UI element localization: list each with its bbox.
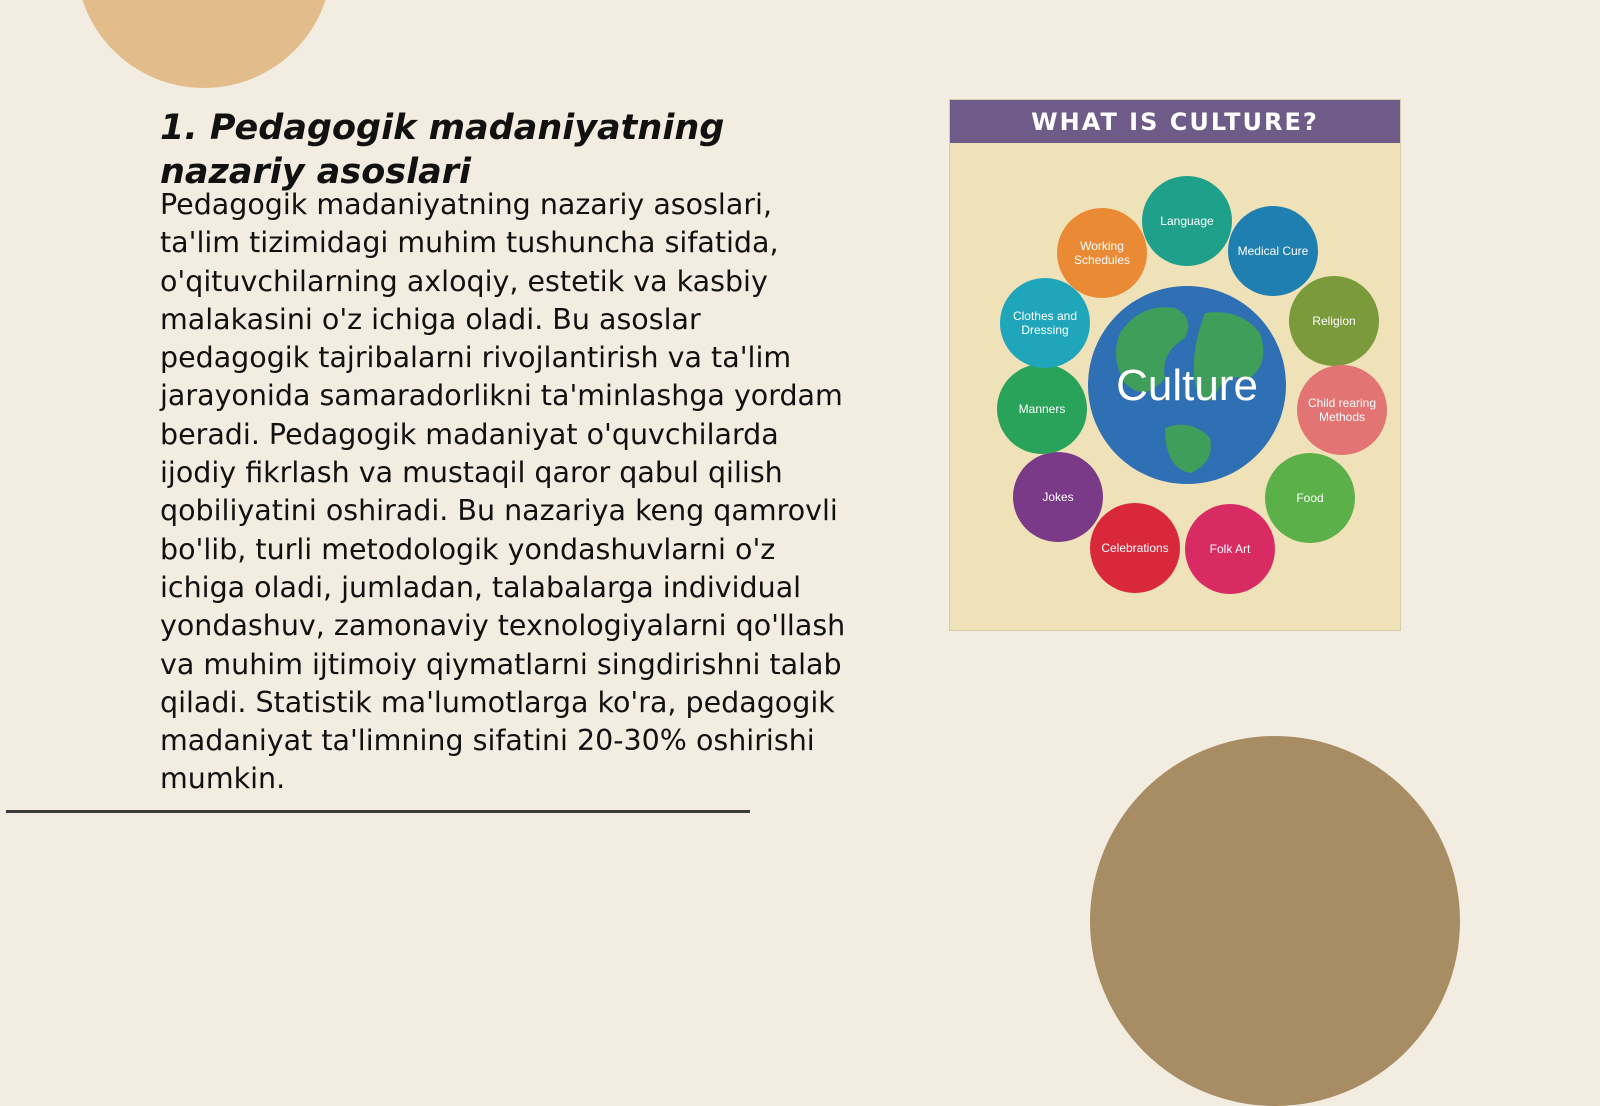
poster-header: WHAT IS CULTURE? [950, 100, 1400, 143]
culture-bubble-label: Clothes and Dressing [1012, 309, 1078, 337]
culture-bubble-label: Medical Cure [1237, 244, 1309, 258]
poster-diagram [950, 143, 1400, 630]
culture-bubble-label: Manners [1018, 402, 1066, 416]
culture-bubble-label: Language [1160, 214, 1214, 228]
globe [1088, 286, 1286, 484]
slide-title: 1. Pedagogik madaniyatning nazariy asoslari [160, 108, 725, 192]
culture-bubble-label: Folk Art [1209, 542, 1251, 556]
culture-bubble-label: Celebrations [1101, 541, 1169, 555]
culture-bubble-label: Child rearing Methods [1307, 396, 1377, 424]
culture-bubble-label: Working Schedules [1073, 239, 1131, 267]
culture-poster-image [950, 100, 1400, 630]
decorative-circle-bottom [1090, 736, 1460, 1106]
culture-bubble-label: Food [1296, 491, 1324, 505]
globe-center-label: Culture [1116, 361, 1258, 410]
culture-bubble-label: Jokes [1042, 490, 1074, 504]
divider-line [6, 810, 750, 813]
slide-body-text: Pedagogik madaniyatning nazariy asoslari, ta'lim tizimidagi muhim tushuncha sifatida, o'qituvchilarning axloqiy, estetik va kasbiy malakasini o'z ichiga oladi. Bu asoslar pedagogik tajribalarni rivojlantirish va ta'lim jarayonida samaradorlikni ta'minlashga yordam beradi. Pedagogik madaniyat o'quvchilarda ijodiy fikrlash va mustaqil qaror qabul qilish qobiliyatini oshiradi. Bu nazariya keng qamrovli bo'lib, turli metodologik yondashuvlarni o'z ichiga oladi, jumladan, talabalarga individual yondashuv, zamonaviy texnologiyalarni qo'llash va muhim ijtimoiy qiymatlarni singdirishni talab qiladi. Statistik ma'lumotlarga ko'ra, pedagogik madaniyat ta'limning sifatini 20-30% oshirishi mumkin. [160, 188, 846, 796]
culture-bubble-label: Religion [1312, 314, 1356, 328]
decorative-circle-top [76, 0, 332, 88]
